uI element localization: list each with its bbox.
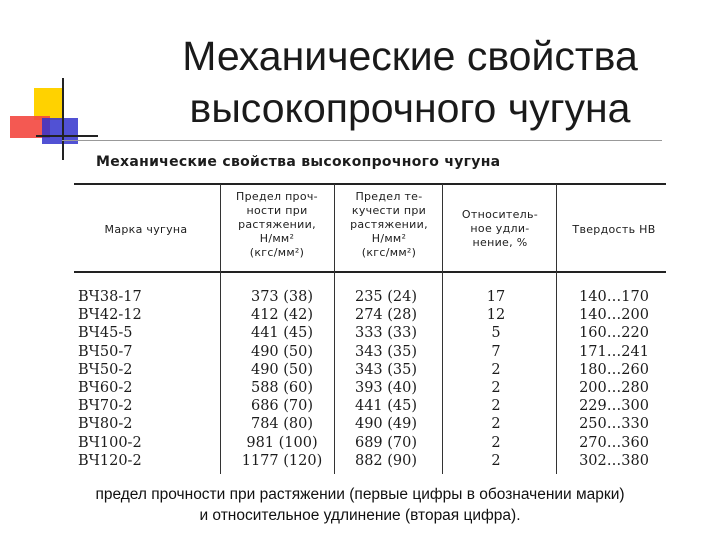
cell-yield: 441 (45) [354,398,418,415]
logo-vertical-line [62,78,64,160]
cell-hardness: 250…330 [579,416,649,433]
cell-hardness: 140…170 [579,289,649,305]
cell-tensile: 686 (70) [250,398,314,415]
cell-yield: 343 (35) [354,361,418,378]
cell-yield: 882 (90) [354,452,418,469]
cell-elongation: 2 [491,434,501,451]
header-line: ное удли- [470,222,530,235]
logo-horizontal-line [36,135,98,137]
cell-tensile: 784 (80) [250,416,314,433]
cell-tensile: 981 (100) [246,434,318,451]
cell-elongation: 2 [491,452,501,469]
cell-tensile: 490 (50) [250,361,314,378]
header-line: ности при [246,204,308,217]
header-line: Марка чугуна [104,223,188,236]
cell-elongation: 12 [486,307,506,324]
header-line: растяжении, [238,218,316,231]
cell-yield: 490 (49) [354,416,418,433]
cell-yield: 235 (24) [354,289,418,305]
table-row [70,452,670,470]
header-line: (кгс/мм²) [361,246,417,259]
cell-hardness: 171…241 [579,343,649,360]
header-line: Предел проч- [236,190,318,203]
header-line: Н/мм² [371,232,407,245]
header-line: Твердость НВ [572,223,656,236]
cell-hardness: 160…220 [579,325,649,342]
cell-yield: 343 (35) [354,343,418,360]
cell-yield: 393 (40) [354,379,418,396]
table-row [70,361,670,379]
header-line: кучести при [351,204,427,217]
cell-elongation: 2 [491,361,501,378]
cell-hardness: 302…380 [579,452,649,469]
title-divider [62,140,662,141]
cell-tensile: 373 (38) [250,289,314,305]
cell-elongation: 5 [491,325,501,342]
header-elongation [446,208,554,250]
table-row [70,397,670,415]
cell-hardness: 200…280 [579,379,649,396]
cell-tensile: 441 (45) [250,325,314,342]
cell-grade: ВЧ60-2 [78,379,133,396]
cell-hardness: 229…300 [579,398,649,415]
cell-tensile: 1177 (120) [241,452,323,469]
cell-grade: ВЧ70-2 [78,398,133,415]
header-yield-strength [338,190,440,260]
cell-yield: 274 (28) [354,307,418,324]
cell-yield: 333 (33) [354,325,418,342]
table-header-rule [74,271,666,273]
table-body [70,288,670,470]
header-tensile-strength [224,190,330,260]
cell-grade: ВЧ50-2 [78,361,133,378]
table-row [70,306,670,324]
header-line: Относитель- [461,208,539,221]
cell-elongation: 2 [491,398,501,415]
table-row [70,415,670,433]
table-row [70,324,670,342]
header-line: Н/мм² [259,232,295,245]
cell-grade: ВЧ45-5 [78,325,133,342]
cell-tensile: 412 (42) [250,307,314,324]
slide-title-line-1: Механические свойства [182,33,638,79]
footnote-line-2: и относительное удлинение (вторая цифра). [199,507,521,524]
header-line: нение, % [472,236,528,249]
cell-grade: ВЧ42-12 [78,307,142,324]
cell-grade: ВЧ50-7 [78,343,133,360]
header-line: (кгс/мм²) [249,246,305,259]
footnote [20,484,700,526]
table-row [70,343,670,361]
cell-hardness: 180…260 [579,361,649,378]
cell-grade: ВЧ120-2 [78,452,142,469]
header-hardness [560,223,668,237]
table-row [70,434,670,452]
header-line: растяжении, [350,218,428,231]
cell-elongation: 2 [491,379,501,396]
footnote-line-1: предел прочности при растяжении (первые цифры в обозначении марки) [95,486,625,503]
cell-grade: ВЧ100-2 [78,434,142,451]
table-top-rule [74,183,666,185]
cell-tensile: 588 (60) [250,379,314,396]
slide-title [150,30,670,134]
header-grade [76,223,216,237]
table-row [70,379,670,397]
cell-elongation: 17 [486,289,506,305]
cell-grade: ВЧ38-17 [78,289,142,305]
cell-grade: ВЧ80-2 [78,416,133,433]
cell-elongation: 2 [491,416,501,433]
table-caption: Механические свойства высокопрочного чугуна [96,154,501,170]
scanned-table [70,150,670,475]
header-line: Предел те- [355,190,423,203]
cell-tensile: 490 (50) [250,343,314,360]
cell-hardness: 140…200 [579,307,649,324]
table-row [70,288,670,306]
cell-hardness: 270…360 [579,434,649,451]
cell-elongation: 7 [491,343,501,360]
slide-title-line-2: высокопрочного чугуна [189,85,631,131]
cell-yield: 689 (70) [354,434,418,451]
